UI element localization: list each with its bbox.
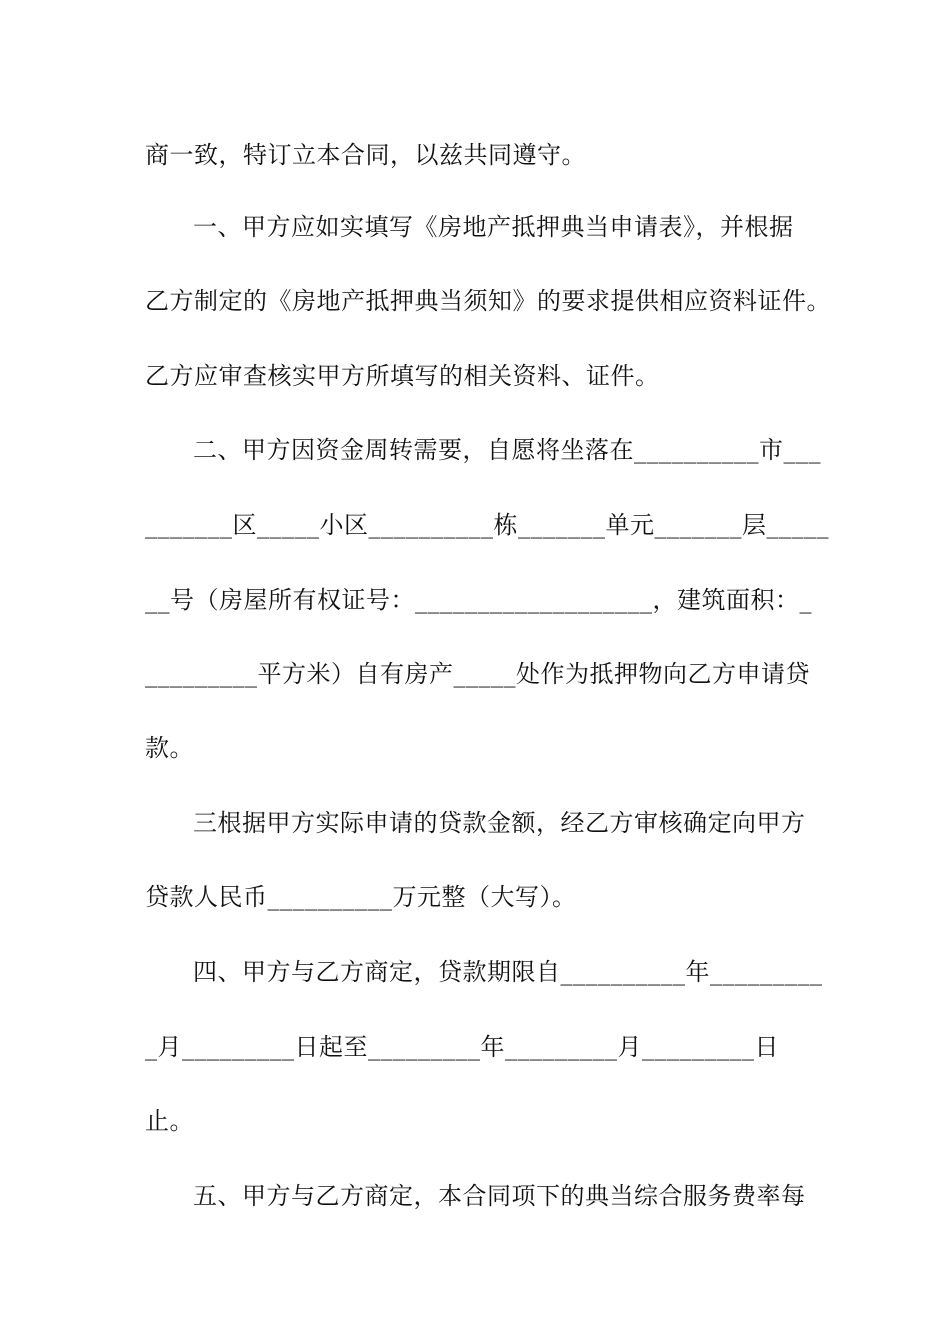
clause-3-line-1: 三根据甲方实际申请的贷款金额，经乙方审核确定向甲方 [193,809,806,837]
clause-3-line-2: 贷款人民币__________万元整（大写）。 [145,883,577,911]
clause-2-line-2: _______区_____小区__________栋_______单元_______层_____ [145,511,829,539]
clause-2-line-3: __号（房屋所有权证号：___________________，建筑面积：_ [145,586,812,614]
clause-1-line-3: 乙方应审查核实甲方所填写的相关资料、证件。 [145,362,660,390]
clause-4-line-3: 止。 [145,1107,194,1135]
clause-2-line-1: 二、甲方因资金周转需要，自愿将坐落在__________市___ [193,436,821,464]
clause-2-line-4: _________平方米）自有房产_____处作为抵押物向乙方申请贷 [145,660,810,688]
line-1: 商一致，特订立本合同，以兹共同遵守。 [145,141,586,169]
clause-5-line-1: 五、甲方与乙方商定，本合同项下的典当综合服务费率每 [193,1182,806,1210]
clause-1-line-1: 一、甲方应如实填写《房地产抵押典当申请表》，并根据 [193,213,794,241]
clause-1-line-2: 乙方制定的《房地产抵押典当须知》的要求提供相应资料证件。 [145,287,831,315]
clause-4-line-1: 四、甲方与乙方商定，贷款期限自__________年_________ [193,958,823,986]
clause-2-line-5: 款。 [145,734,194,762]
clause-4-line-2: _月_________日起至_________年_________月_________日 [145,1033,779,1061]
